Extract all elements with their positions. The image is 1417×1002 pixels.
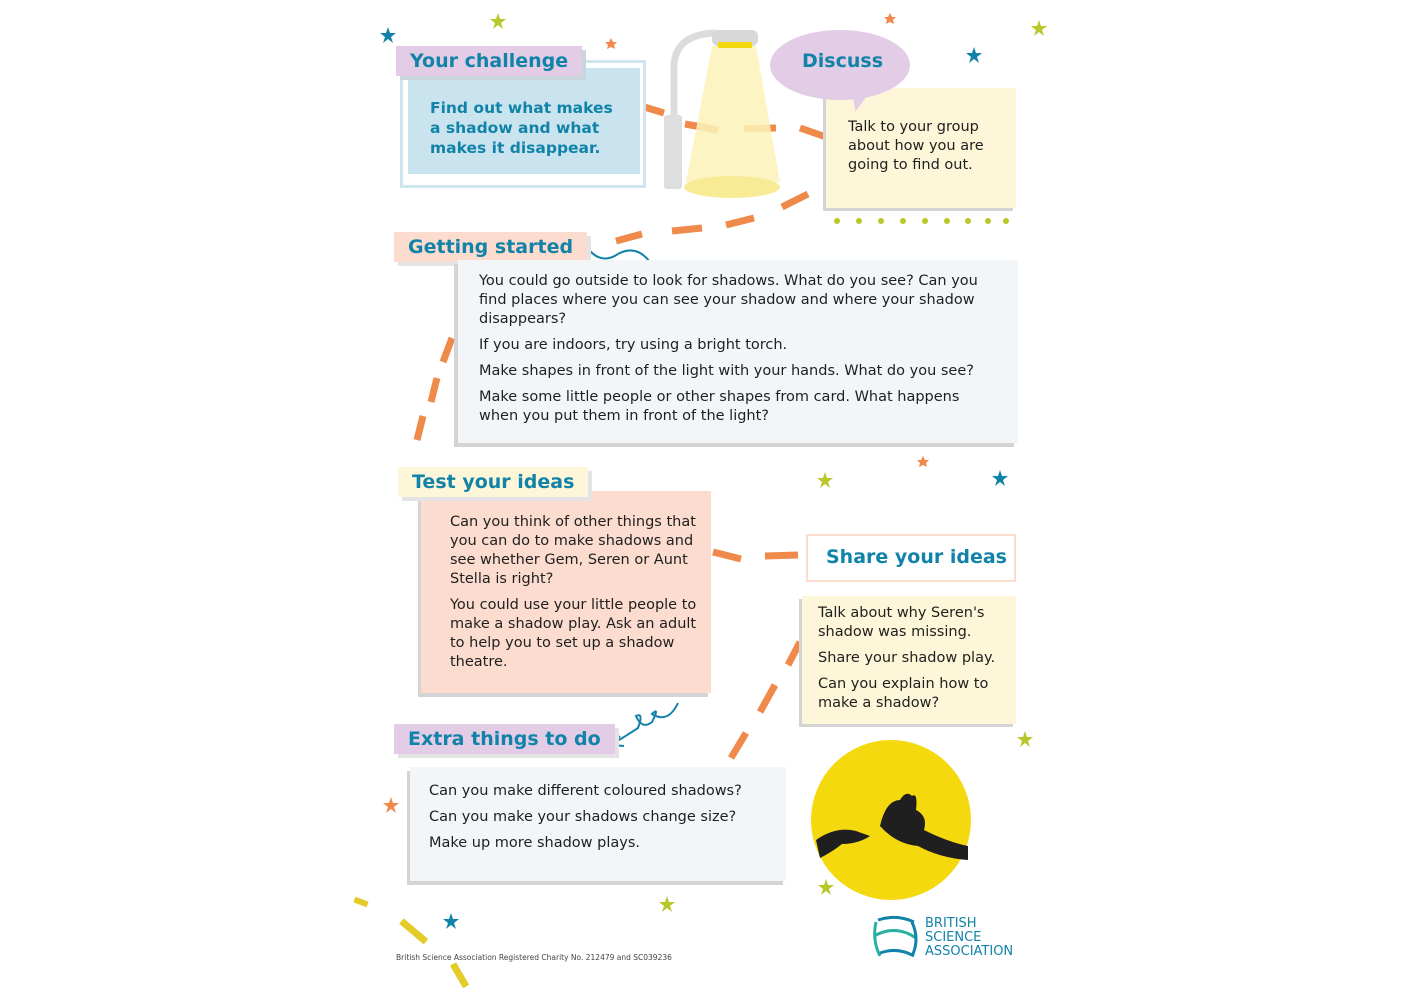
getting-started-box — [458, 260, 1018, 443]
logo-line: BRITISH — [925, 916, 977, 931]
getting-started-paragraph: Make some little people or other shapes from card. What happens when you put them in front of the light? — [479, 389, 960, 424]
getting-started-heading: Getting started — [394, 232, 587, 262]
share-ideas-paragraph: Talk about why Seren's shadow was missing. — [818, 605, 985, 640]
discuss-text: Talk to your group about how you are going to find out. — [848, 119, 984, 173]
charity-note: British Science Association Registered Charity No. 212479 and SC039236 — [396, 953, 672, 962]
extra-things-heading: Extra things to do — [394, 724, 615, 754]
extra-things-paragraph: Can you make your shadows change size? — [429, 809, 737, 825]
discuss-heading: Discuss — [802, 50, 884, 72]
confetti-decoration — [353, 897, 469, 988]
challenge-box — [408, 68, 640, 174]
share-ideas-paragraph: Can you explain how to make a shadow? — [818, 676, 989, 711]
dots-decoration — [834, 218, 1009, 224]
share-ideas-paragraph: Share your shadow play. — [818, 650, 996, 666]
test-ideas-heading: Test your ideas — [398, 467, 588, 497]
extra-things-paragraph: Can you make different coloured shadows? — [429, 783, 742, 799]
getting-started-paragraph: You could go outside to look for shadows. What do you see? Can you find places where you can see your shadow and where your shadow disappears? — [479, 273, 978, 327]
challenge-text: Find out what makes a shadow and what makes it disappear. — [430, 99, 613, 157]
lamp-illustration — [664, 30, 780, 198]
test-ideas-paragraph: You could use your little people to make a shadow play. Ask an adult to help you to set up a shadow theatre. — [450, 597, 697, 670]
test-ideas-paragraph: Can you think of other things that you can do to make shadows and see whether Gem, Seren or Aunt Stella is right? — [450, 514, 696, 587]
logo-line: ASSOCIATION — [925, 944, 1014, 959]
bsa-logo-icon — [874, 917, 916, 956]
hand-shadow-illustration — [811, 740, 971, 900]
logo-line: SCIENCE — [925, 930, 982, 945]
extra-things-paragraph: Make up more shadow plays. — [429, 835, 641, 851]
share-ideas-heading: Share your ideas — [826, 546, 1007, 568]
bsa-logo-text — [925, 917, 1013, 959]
extra-things-box — [410, 767, 786, 881]
test-ideas-box — [421, 491, 711, 693]
challenge-heading: Your challenge — [396, 46, 582, 76]
getting-started-paragraph: If you are indoors, try using a bright torch. — [479, 337, 788, 353]
getting-started-paragraph: Make shapes in front of the light with your hands. What do you see? — [479, 363, 974, 379]
share-ideas-box — [802, 596, 1016, 724]
